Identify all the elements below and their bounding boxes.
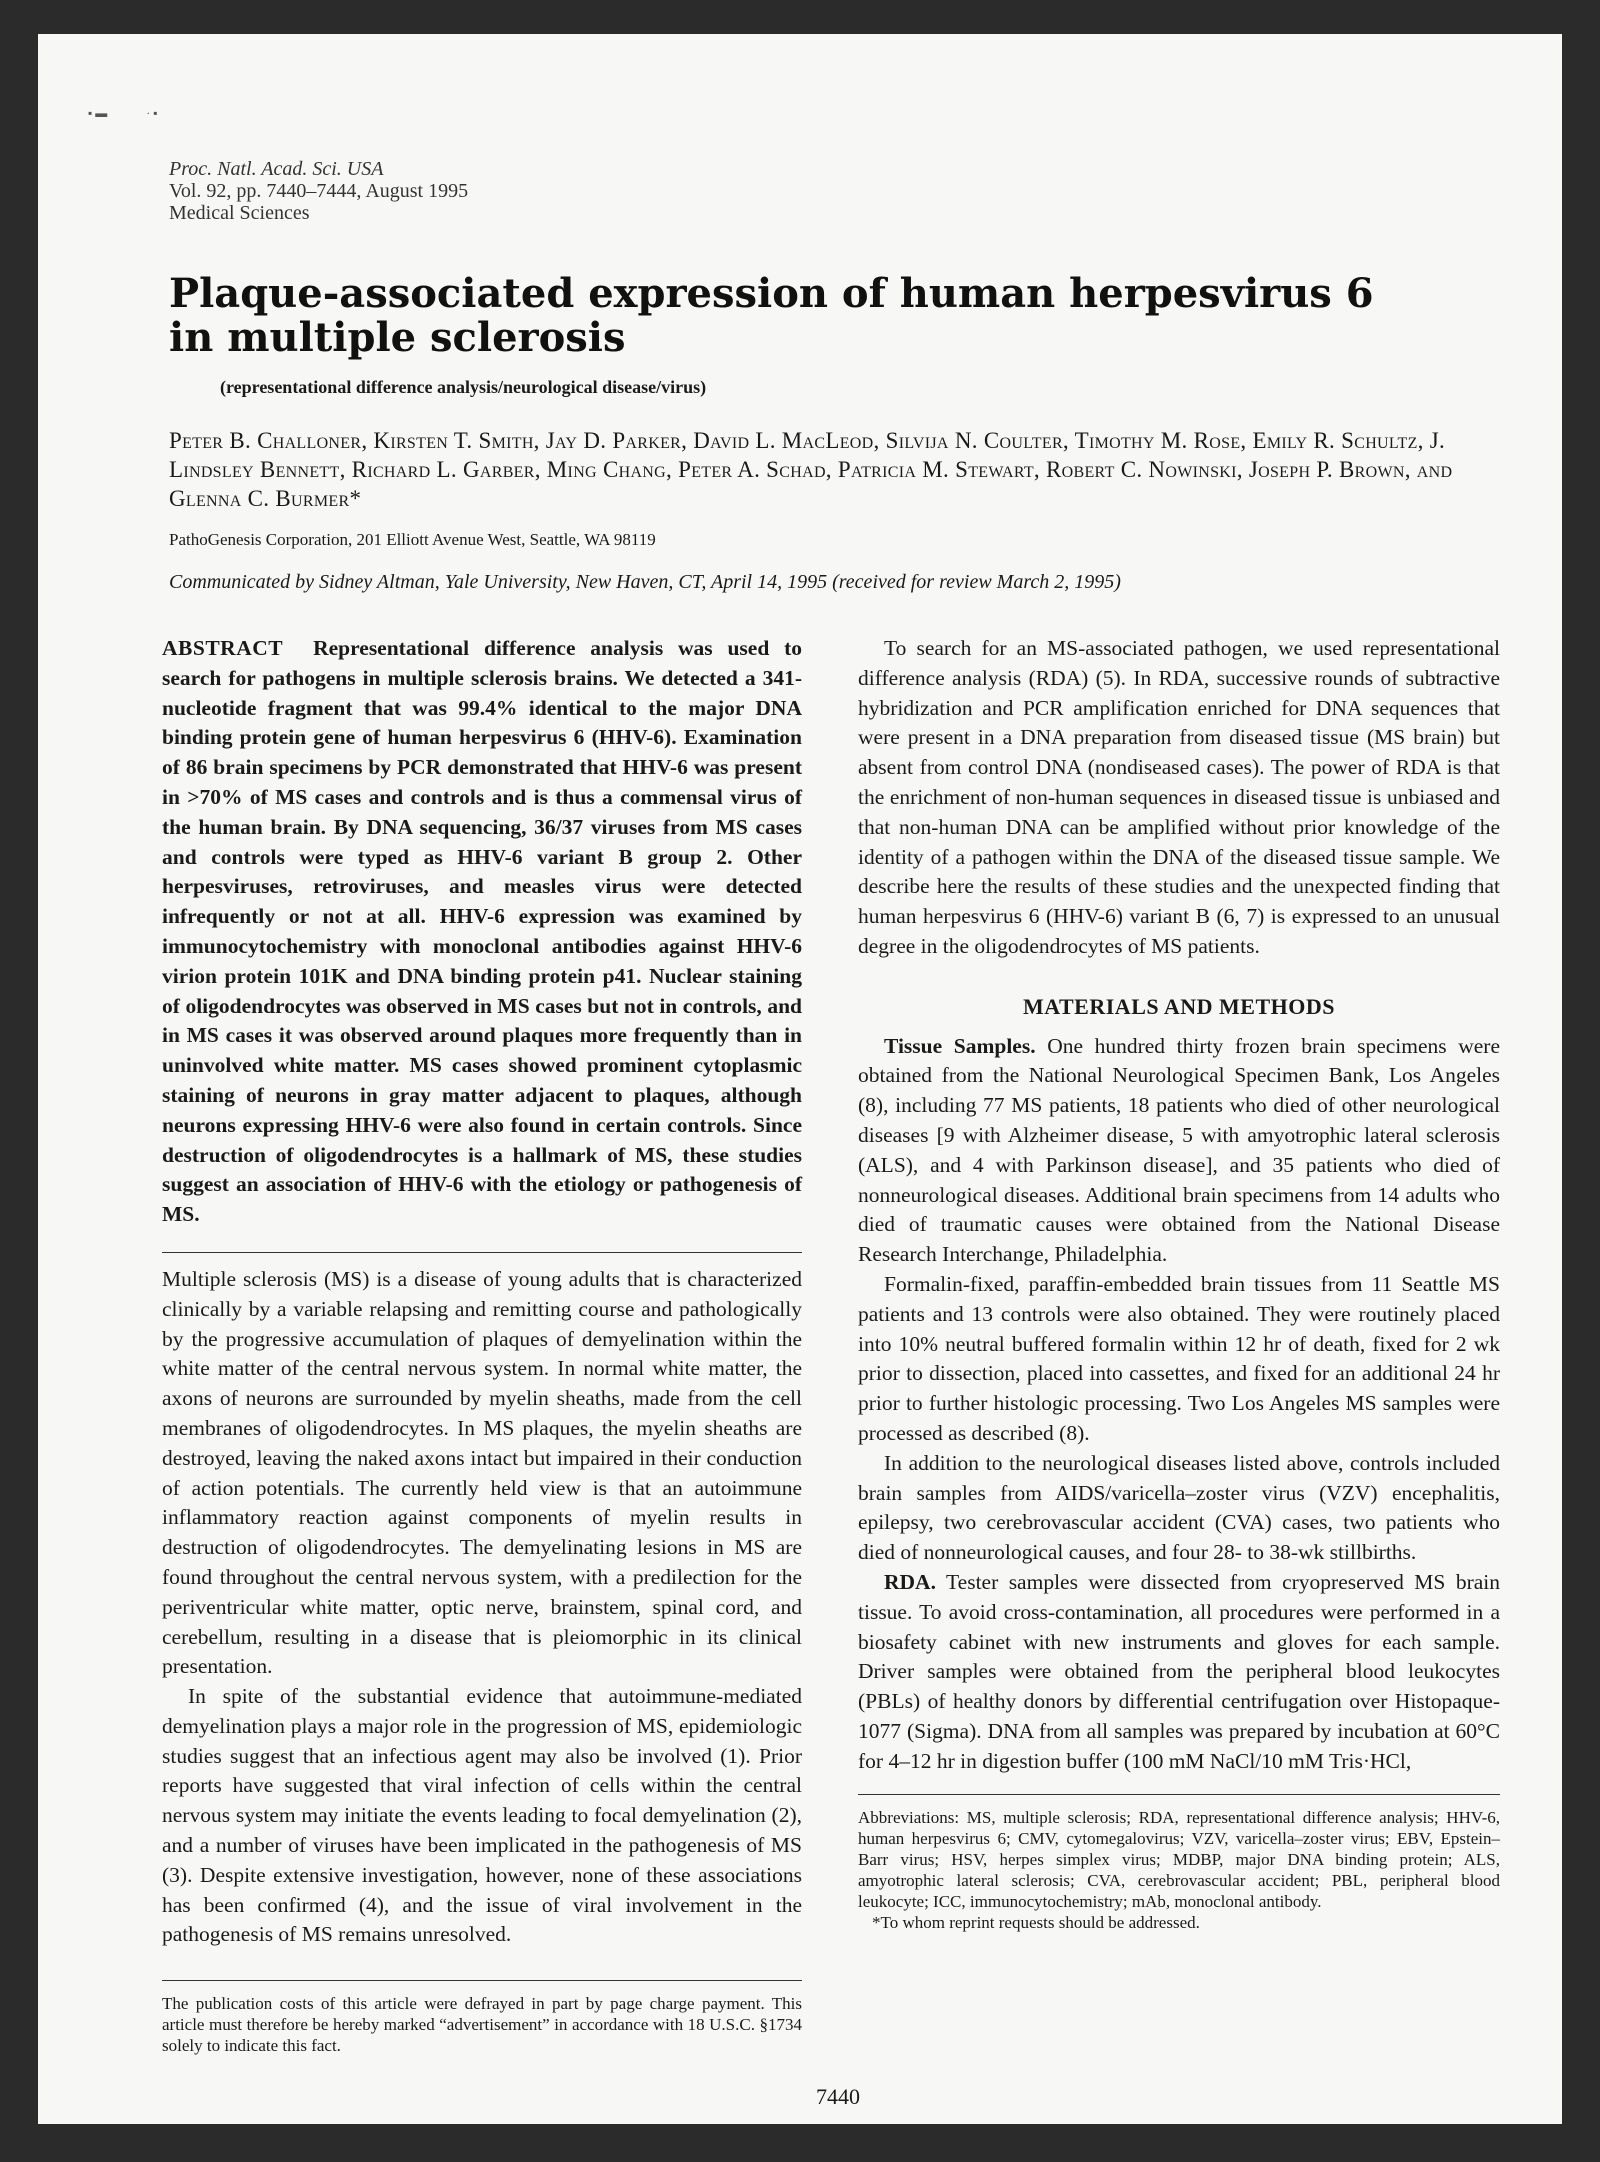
runin-heading: RDA. bbox=[884, 1569, 936, 1594]
affiliation: PathoGenesis Corporation, 201 Elliott Avenue West, Seattle, WA 98119 bbox=[169, 530, 656, 549]
article-title: Plaque-associated expression of human herpesvirus 6 in multiple sclerosis bbox=[169, 270, 1374, 361]
divider bbox=[162, 1252, 802, 1253]
methods-paragraph: Formalin-fixed, paraffin-embedded brain tissues from 11 Seattle MS patients and 13 controls were also obtained. They were routinely placed into 10% neutral buffered formalin within 12 hr of death, fixed for 2 wk prior to dissection, placed into cassettes, and fixed for an additional 24 hr prior to further histologic processing. Two Los Angeles MS samples were processed as described (8). bbox=[858, 1271, 1500, 1445]
abstract-text: Representational difference analysis was used to search for pathogens in multiple sclerosis brains. We detected a 341-nucleotide fragment that was 99.4% identical to the major DNA binding protein gene of human herpesvirus 6 (HHV-6). Examination of 86 brain specimens by PCR demonstrated that HHV-6 was present in >70% of MS cases and controls and is thus a commensal virus of the human brain. By DNA sequencing, 36/37 viruses from MS cases and controls were typed as HHV-6 variant B group 2. Other herpesviruses, retroviruses, and measles virus were detected infrequently or not at all. HHV-6 expression was examined by immunocytochemistry with monoclonal antibodies against HHV-6 virion protein 101K and DNA binding protein p41. Nuclear staining of oligodendrocytes was observed in MS cases but not in controls, and in MS cases it was observed around plaques more frequently than in uninvolved white matter. MS cases showed prominent cytoplasmic staining of neurons in gray matter adjacent to plaques, although neurons expressing HHV-6 were also found in certain controls. Since destruction of oligodendrocytes is a hallmark of MS, these studies suggest an association of HHV-6 with the etiology or pathogenesis of MS. bbox=[162, 636, 802, 1227]
reprint-note: *To whom reprint requests should be addressed. bbox=[872, 1913, 1200, 1933]
intro-paragraph: To search for an MS-associated pathogen, we used representational difference analysis (RDA) (5). In RDA, successive rounds of subtractive hybridization and PCR amplification enriched for DNA sequences that were present in a DNA preparation from diseased tissue (MS brain) but absent from control DNA (nondiseased cases). The power of RDA is that the enrichment of non-human sequences in diseased tissue is unbiased and that non-human DNA can be amplified without prior knowledge of the identity of a pathogen within the DNA of the diseased tissue sample. We describe here the results of these studies and the unexpected finding that human herpesvirus 6 (HHV-6) variant B (6, 7) is expressed to an unusual degree in the oligodendrocytes of MS patients. bbox=[858, 636, 1500, 958]
authors: Peter B. Challoner, Kirsten T. Smith, Jay D. Parker, David L. MacLeod, Silvija N. Coulter, Timothy M. Rose, Emily R. Schultz, J. Lindsley Bennett, Richard L. Garber, Ming Chang, Peter A. Schad, Patricia M. Stewart, Robert C. Nowinski, Joseph P. Brown, and Glenna C. Burmer* bbox=[169, 428, 1453, 511]
page-number: 7440 bbox=[816, 2084, 860, 2109]
communicated-by: Communicated by Sidney Altman, Yale University, New Haven, CT, April 14, 1995 (received for review March 2, 1995) bbox=[169, 571, 1121, 593]
journal-name: Proc. Natl. Acad. Sci. USA bbox=[169, 158, 384, 180]
journal-section: Medical Sciences bbox=[169, 202, 310, 224]
paragraph-text: Tester samples were dissected from cryopreserved MS brain tissue. To avoid cross-contamination, all procedures were performed in a biosafety cabinet with new instruments and gloves for each sample. Driver samples were obtained from the peripheral blood leukocytes (PBLs) of healthy donors by differential centrifugation over Histopaque-1077 (Sigma). DNA from all samples was prepared by incubation at 60°C for 4–12 hr in digestion buffer (100 mM NaCl/10 mM Tris·HCl, bbox=[858, 1569, 1500, 1773]
runin-heading: Tissue Samples. bbox=[884, 1033, 1036, 1058]
methods-paragraph: In addition to the neurological diseases listed above, controls included brain samples from AIDS/varicella–zoster virus (VZV) encephalitis, epilepsy, two cerebrovascular accident (CVA) cases, two patients who died of nonneurological causes, and four 28- to 38-wk stillbirths. bbox=[858, 1450, 1500, 1565]
publication-note: The publication costs of this article were defrayed in part by page charge payment. This article must therefore be hereby marked “advertisement” in accordance with 18 U.S.C. §1734 solely to indicate this fact. bbox=[162, 1994, 802, 2056]
intro-paragraph: In spite of the substantial evidence that autoimmune-mediated demyelination plays a major role in the progression of MS, epidemiologic studies suggest that an infectious agent may also be involved (1). Prior reports have suggested that viral infection of cells within the central nervous system may initiate the events leading to focal demyelination (2), and a number of viruses have been implicated in the pathogenesis of MS (3). Despite extensive investigation, however, none of these associations has been confirmed (4), and the issue of viral involvement in the pathogenesis of MS remains unresolved. bbox=[162, 1684, 802, 1947]
scan-specks: ▪ ▬ · ▪ bbox=[88, 106, 158, 120]
paragraph-text: One hundred thirty frozen brain specimens were obtained from the National Neurological Specimen Bank, Los Angeles (8), including 77 MS patients, 18 patients who died of other neurological diseases [9 with Alzheimer disease, 5 with amyotrophic lateral sclerosis (ALS), and 4 with Parkinson disease], and 35 patients who died of nonneurological diseases. Additional brain specimens from 14 adults who died of traumatic causes were obtained from the National Disease Research Interchange, Philadelphia. bbox=[858, 1033, 1501, 1267]
paper-page bbox=[38, 34, 1562, 2124]
journal-volume: Vol. 92, pp. 7440–7444, August 1995 bbox=[169, 180, 469, 202]
left-column bbox=[162, 634, 802, 2056]
divider bbox=[162, 1980, 802, 1981]
section-heading: MATERIALS AND METHODS bbox=[1022, 993, 1336, 1019]
journal-header bbox=[169, 158, 468, 224]
abbreviations: Abbreviations: MS, multiple sclerosis; RDA, representational difference analysis; HHV-6, human herpesvirus 6; CMV, cytomegalovirus; VZV, varicella–zoster virus; EBV, Epstein–Barr virus; HSV, herpes simplex virus; MDBP, major DNA binding protein; ALS, amyotrophic lateral sclerosis; CVA, cerebrovascular accident; PBL, peripheral blood leukocyte; ICC, immunocytochemistry; mAb, monoclonal antibody. bbox=[858, 1808, 1500, 1912]
abstract-label: ABSTRACT bbox=[162, 636, 284, 660]
methods-paragraph bbox=[858, 1568, 1500, 1777]
keywords: (representational difference analysis/neurological disease/virus) bbox=[220, 377, 707, 397]
intro-paragraph: Multiple sclerosis (MS) is a disease of young adults that is characterized clinically by a variable relapsing and remitting course and pathologically by the progressive accumulation of plaques of demyelination within the white matter of the central nervous system. In normal white matter, the axons of neurons are surrounded by myelin sheaths, made from the cell membranes of oligodendrocytes. In MS plaques, the myelin sheaths are destroyed, leaving the naked axons intact but impaired in their conduction of action potentials. The currently held view is that an autoimmune inflammatory reaction against components of myelin results in destruction of oligodendrocytes. The demyelinating lesions in MS are found throughout the central nervous system, with a predilection for the periventricular white matter, optic nerve, brainstem, spinal cord, and cerebellum, resulting in a disease that is pleiomorphic in its clinical presentation. bbox=[162, 1266, 802, 1679]
methods-paragraph bbox=[858, 1032, 1500, 1270]
divider bbox=[858, 1794, 1500, 1795]
abstract bbox=[162, 634, 802, 1230]
right-column bbox=[858, 634, 1500, 1933]
